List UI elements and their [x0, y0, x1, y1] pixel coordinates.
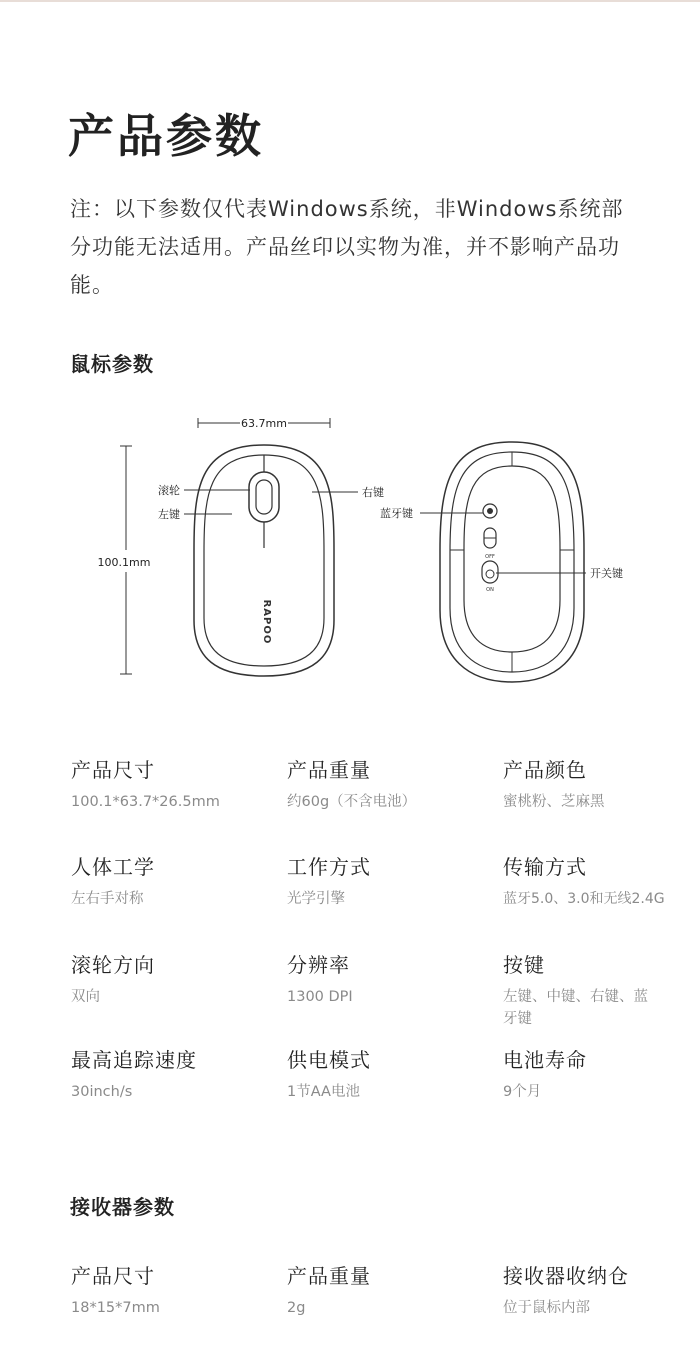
mouse-top-view [194, 445, 334, 676]
spec-label: 工作方式 [287, 855, 371, 879]
spec-item [287, 1047, 477, 1103]
off-label: OFF [485, 554, 495, 560]
receiver-section-heading: 接收器参数 [70, 1195, 175, 1219]
width-label: 63.7mm [241, 417, 287, 430]
spec-item [71, 757, 261, 813]
height-label: 100.1mm [97, 556, 151, 569]
left-key-label: 左键 [158, 508, 180, 521]
spec-value: 蜜桃粉、芝麻黑 [503, 794, 605, 810]
spec-value: 100.1*63.7*26.5mm [71, 794, 220, 810]
spec-item [287, 854, 477, 910]
spec-value: 18*15*7mm [71, 1300, 160, 1316]
spec-label: 最高追踪速度 [71, 1048, 197, 1072]
right-key-label: 右键 [362, 486, 384, 499]
spec-item [287, 757, 477, 813]
spec-value: 位于鼠标内部 [503, 1300, 590, 1316]
spec-value: 左键、中键、右键、蓝牙键 [503, 989, 648, 1027]
power-switch-icon [482, 561, 498, 583]
spec-item [71, 1263, 261, 1319]
spec-label: 产品颜色 [503, 758, 587, 782]
disclaimer-note: 注：以下参数仅代表Windows系统，非Windows系统部分功能无法适用。产品丝印以实物为准，并不影响产品功能。 [70, 197, 624, 297]
spec-item [71, 952, 261, 1008]
top-view-callouts [158, 483, 384, 521]
spec-label: 传输方式 [503, 855, 587, 879]
spec-value: 左右手对称 [71, 891, 144, 907]
spec-value: 双向 [71, 989, 100, 1005]
bluetooth-key-label: 蓝牙键 [380, 507, 413, 520]
spec-value: 1300 DPI [287, 989, 353, 1005]
spec-value: 约60g（不含电池） [287, 794, 417, 810]
mouse-bottom-view [440, 442, 584, 682]
mouse-dimension-diagram [0, 400, 700, 690]
spec-item [503, 1263, 693, 1319]
brand-logo: RAPOO [261, 599, 272, 645]
spec-item [71, 854, 261, 910]
on-label: ON [486, 587, 494, 593]
spec-label: 产品重量 [287, 1264, 371, 1288]
spec-label: 按键 [503, 953, 545, 977]
spec-item [503, 952, 653, 1030]
spec-label: 滚轮方向 [71, 953, 155, 977]
spec-label: 产品重量 [287, 758, 371, 782]
spec-label: 人体工学 [71, 855, 155, 879]
spec-value: 9个月 [503, 1084, 542, 1100]
bottom-view-callouts [380, 506, 623, 580]
spec-value: 2g [287, 1300, 306, 1316]
wheel-label: 滚轮 [158, 484, 180, 497]
top-divider [0, 0, 700, 2]
spec-label: 供电模式 [287, 1048, 371, 1072]
spec-item [287, 1263, 477, 1319]
mouse-section-heading: 鼠标参数 [70, 352, 154, 376]
spec-value: 30inch/s [71, 1084, 133, 1100]
spec-label: 产品尺寸 [71, 758, 155, 782]
spec-item [503, 854, 698, 910]
spec-value: 光学引擎 [287, 891, 345, 907]
spec-label: 分辨率 [287, 953, 350, 977]
height-dimension [98, 446, 151, 674]
spec-item [287, 952, 477, 1008]
spec-label: 产品尺寸 [71, 1264, 155, 1288]
width-dimension [198, 417, 330, 430]
spec-item [503, 1047, 693, 1103]
page-title: 产品参数 [68, 109, 264, 163]
spec-value: 1节AA电池 [287, 1084, 360, 1100]
spec-value: 蓝牙5.0、3.0和无线2.4G [503, 891, 665, 907]
spec-label: 接收器收纳仓 [503, 1264, 629, 1288]
spec-label: 电池寿命 [503, 1048, 587, 1072]
spec-item [503, 757, 693, 813]
spec-item [71, 1047, 261, 1103]
power-key-label: 开关键 [590, 567, 623, 580]
